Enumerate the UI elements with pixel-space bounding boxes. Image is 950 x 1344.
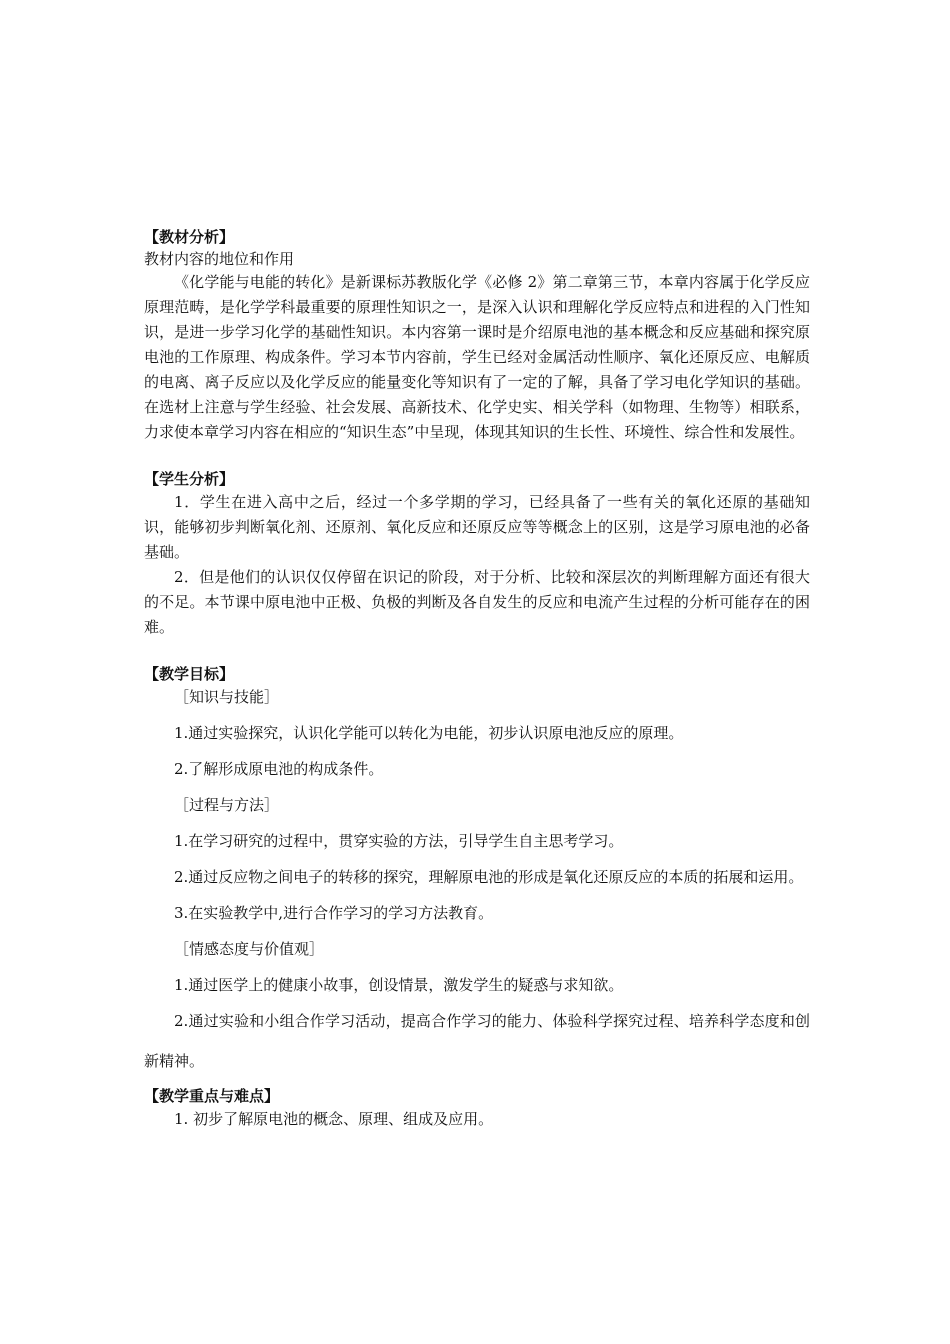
knowledge-skills-subheading: ［知识与技能］ — [174, 688, 280, 706]
process-item-3: 3.在实验教学中,进行合作学习的学习方法教育。 — [174, 904, 494, 922]
textbook-analysis-paragraph: 《化学能与电能的转化》是新课标苏教版化学《必修 2》第二章第三节，本章内容属于化学反应原理范畴，是化学学科最重要的原理性知识之一，是深入认识和理解化学反应特点和进程的入门性知识，是进一步学习化学的基础性知识。本内容第一课时是介绍原电池的基本概念和反应基础和探究原电池的工作原理、构成条件。学习本节内容前，学生已经对金属活动性顺序、氧化还原反应、电解质的电离、离子反应以及化学反应的能量变化等知识有了一定的了解，具备了学习电化学知识的基础。在选材上注意与学生经验、社会发展、高新技术、化学史实、相关学科（如物理、生物等）相联系，力求使本章学习内容在相应的“知识生态”中呈现，体现其知识的生长性、环境性、综合性和发展性。 — [144, 273, 810, 441]
process-methods-subheading: ［过程与方法］ — [174, 796, 280, 814]
key-points-heading: 【教学重点与难点】 — [144, 1087, 280, 1105]
key-points-section — [144, 1085, 810, 1131]
emotion-item-1: 1.通过医学上的健康小故事，创设情景，激发学生的疑惑与求知欲。 — [174, 976, 624, 994]
textbook-analysis-heading: 【教材分析】 — [144, 228, 235, 246]
process-item-2: 2.通过反应物之间电子的转移的探究，理解原电池的形成是氧化还原反应的本质的拓展和运用。 — [174, 868, 804, 886]
student-analysis-heading: 【学生分析】 — [144, 470, 235, 488]
document-page — [144, 226, 810, 1131]
knowledge-item-2: 2.了解形成原电池的构成条件。 — [174, 760, 384, 778]
emotion-values-subheading: ［情感态度与价值观］ — [174, 940, 325, 958]
teaching-goals-section — [144, 663, 810, 1081]
process-item-1: 1.在学习研究的过程中，贯穿实验的方法，引导学生自主思考学习。 — [174, 832, 624, 850]
student-analysis-paragraph-1: 1．学生在进入高中之后，经过一个多学期的学习，已经具备了一些有关的氧化还原的基础知识，能够初步判断氧化剂、还原剂、氧化反应和还原反应等等概念上的区别，这是学习原电池的必备基础。 — [144, 493, 810, 561]
student-analysis-paragraph-2: 2．但是他们的认识仅仅停留在识记的阶段，对于分析、比较和深层次的判断理解方面还有很大的不足。本节课中原电池中正极、负极的判断及各自发生的反应和电流产生过程的分析可能存在的困难。 — [144, 568, 810, 636]
student-analysis-section — [144, 468, 810, 640]
emotion-item-2: 2.通过实验和小组合作学习活动，提高合作学习的能力、体验科学探究过程、培养科学态度和创新精神。 — [144, 1012, 810, 1070]
teaching-goals-heading: 【教学目标】 — [144, 665, 235, 683]
knowledge-item-1: 1.通过实验探究，认识化学能可以转化为电能，初步认识原电池反应的原理。 — [174, 724, 684, 742]
textbook-analysis-section — [144, 226, 810, 445]
textbook-analysis-subtitle: 教材内容的地位和作用 — [144, 250, 295, 268]
key-point-item-1: 1. 初步了解原电池的概念、原理、组成及应用。 — [174, 1110, 494, 1128]
